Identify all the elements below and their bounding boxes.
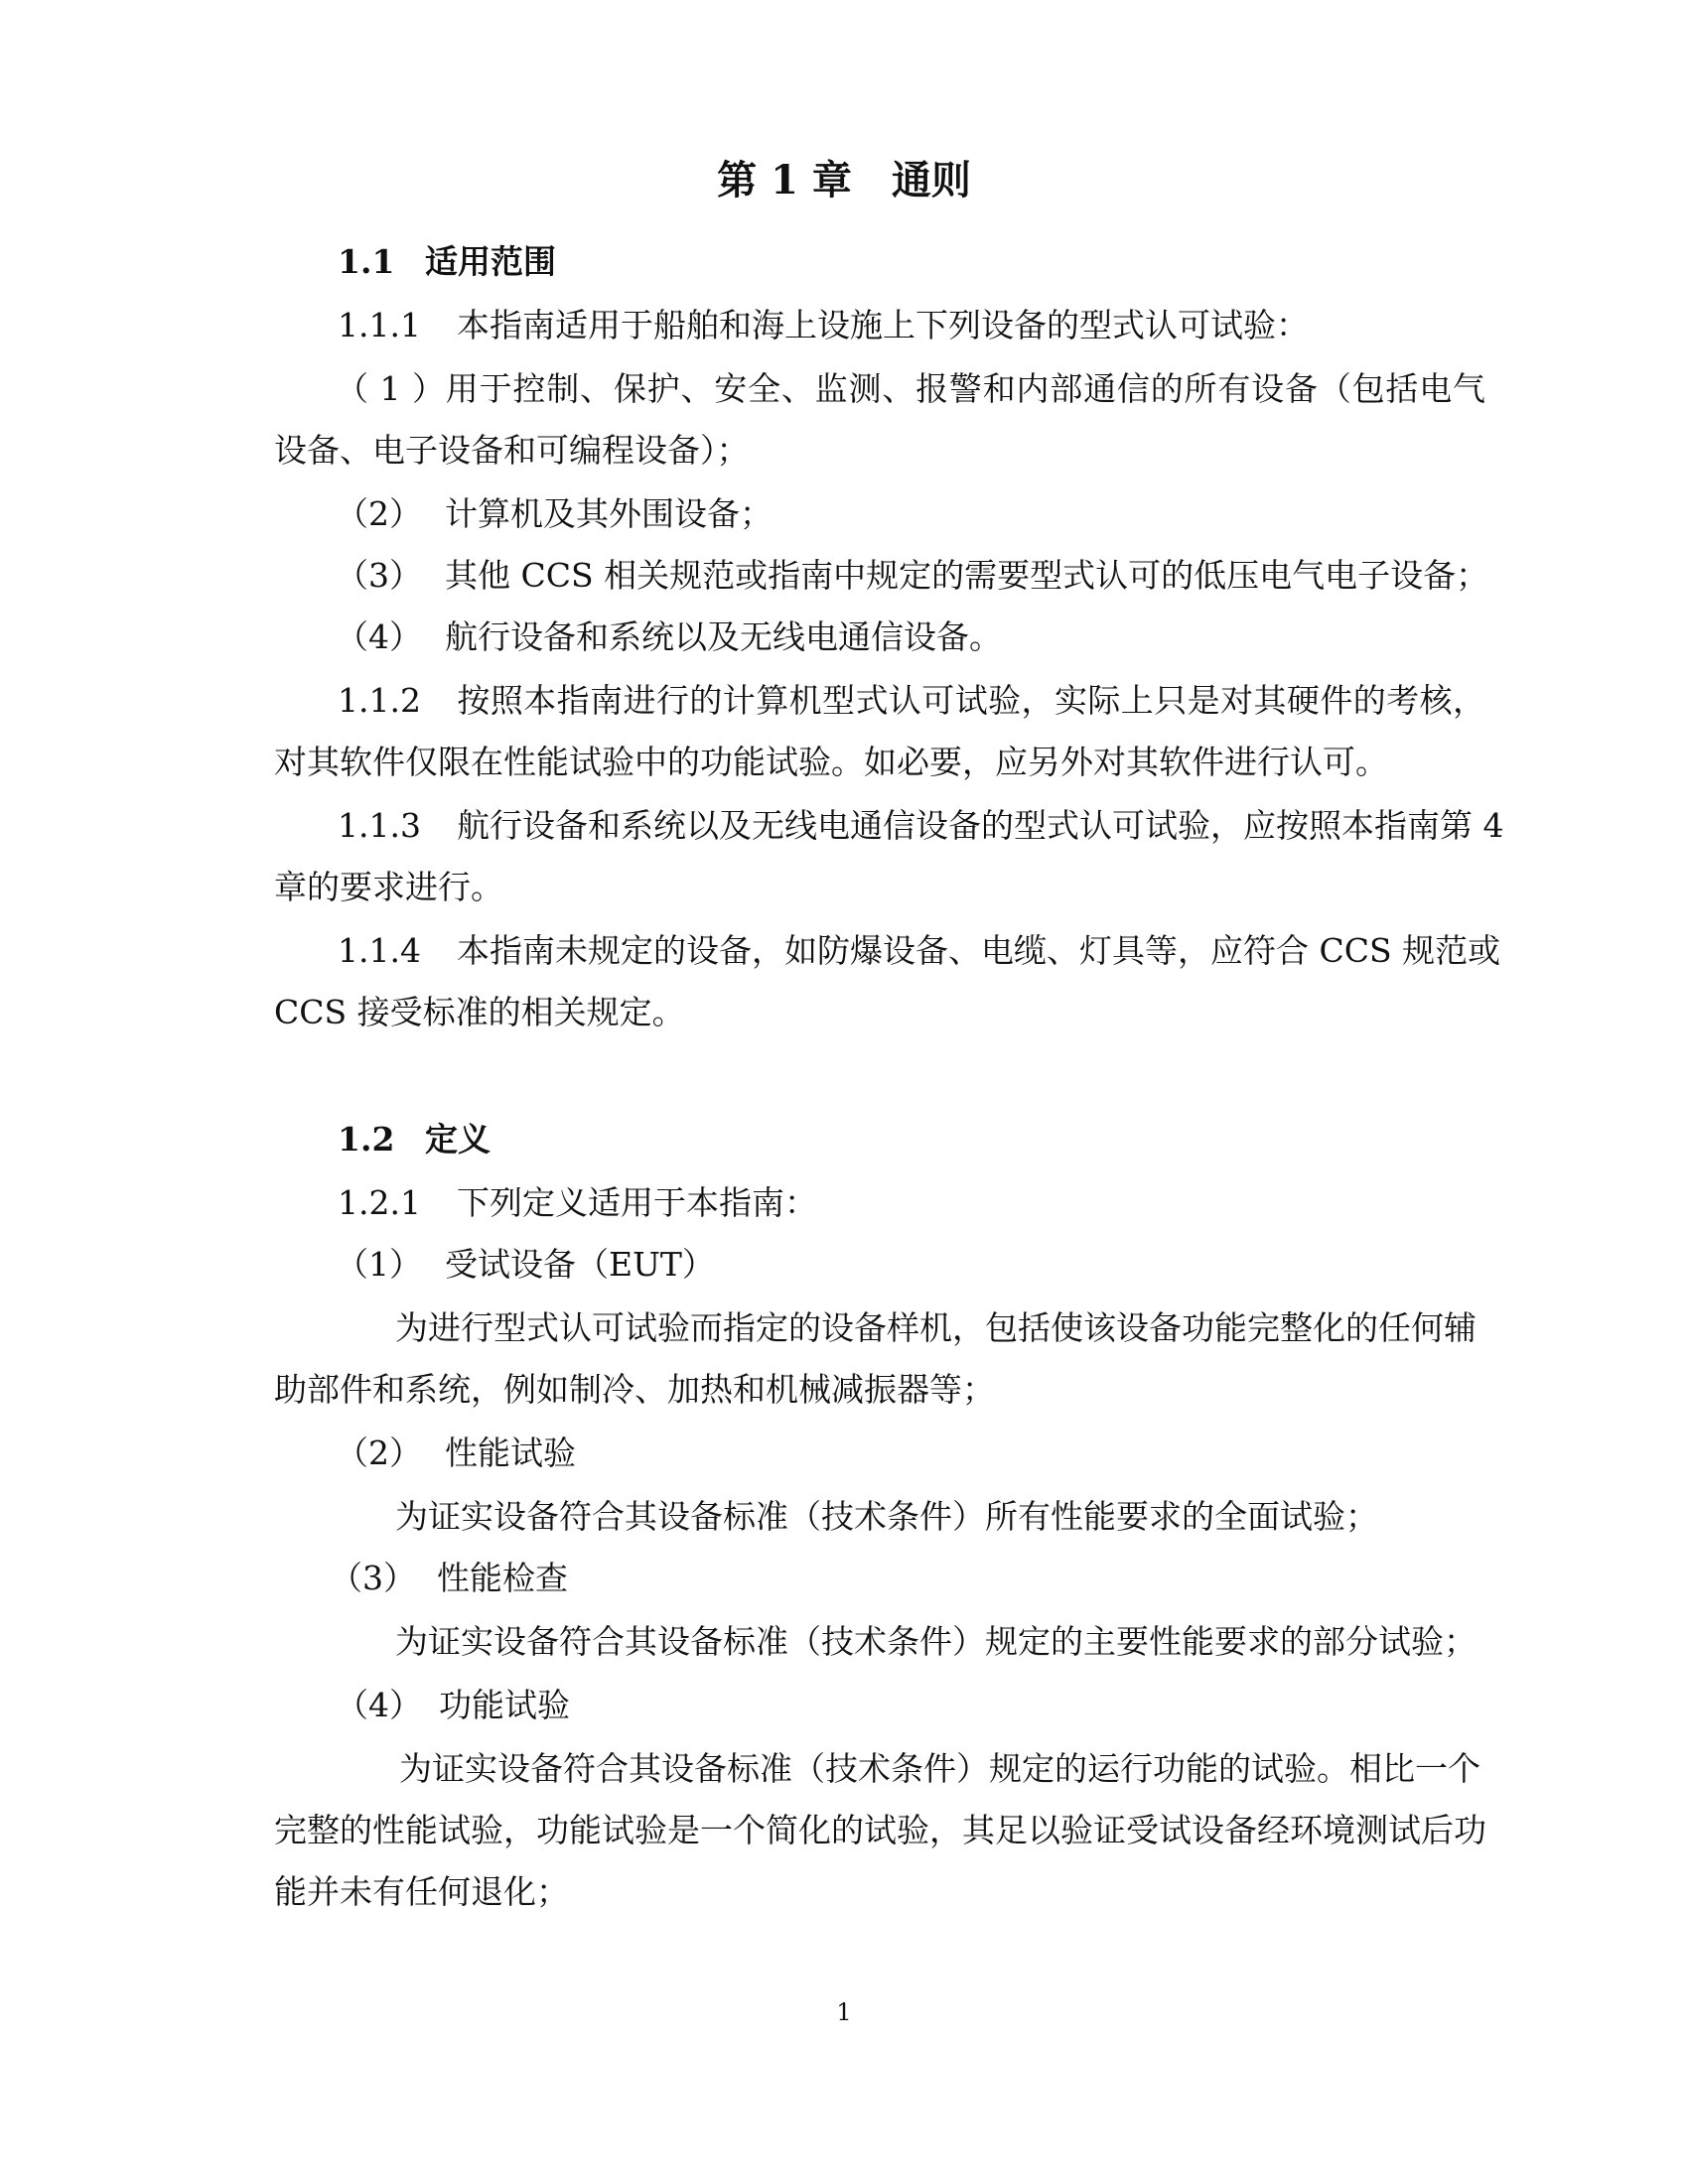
clause-1-2-1: 1.2.1 下列定义适用于本指南： xyxy=(338,1183,817,1222)
item-1-line-2: 设备、电子设备和可编程设备）； xyxy=(274,431,750,470)
definition-3-title: （3） 性能检查 xyxy=(330,1559,568,1597)
definition-4-title: （4） 功能试验 xyxy=(336,1686,570,1724)
chapter-heading xyxy=(0,155,1688,206)
clause-1-1-2-line-2: 对其软件仅限在性能试验中的功能试验。如必要，应另外对其软件进行认可。 xyxy=(274,743,1388,781)
item-4: （4） 航行设备和系统以及无线电通信设备。 xyxy=(336,617,1002,656)
chapter-number: 第 1 章 xyxy=(717,157,852,204)
clause-1-1-4-line-1: 1.1.4 本指南未规定的设备，如防爆设备、电缆、灯具等，应符合 CCS 规范或 xyxy=(338,931,1501,970)
definition-3-line-1: 为证实设备符合其设备标准（技术条件）规定的主要性能要求的部分试验； xyxy=(395,1622,1477,1661)
clause-1-1-2-line-1: 1.1.2 按照本指南进行的计算机型式认可试验，实际上只是对其硬件的考核， xyxy=(338,681,1485,720)
clause-1-1-1: 1.1.1 本指南适用于船舶和海上设施上下列设备的型式认可试验： xyxy=(338,306,1309,344)
item-3: （3） 其他 CCS 相关规范或指南中规定的需要型式认可的低压电气电子设备； xyxy=(336,556,1489,595)
definition-1-title: （1） 受试设备（EUT） xyxy=(336,1245,715,1284)
definition-4-line-1: 为证实设备符合其设备标准（技术条件）规定的运行功能的试验。相比一个 xyxy=(399,1749,1480,1788)
definition-2-line-1: 为证实设备符合其设备标准（技术条件）所有性能要求的全面试验； xyxy=(395,1497,1378,1536)
definition-2-title: （2） 性能试验 xyxy=(336,1433,576,1472)
clause-1-1-3-line-2: 章的要求进行。 xyxy=(274,868,503,906)
item-1-line-1: （1）用于控制、保护、安全、监测、报警和内部通信的所有设备（包括电气 xyxy=(336,369,1485,408)
section-heading-1-1: 1.1 适用范围 xyxy=(338,242,556,281)
clause-1-1-3-line-1: 1.1.3 航行设备和系统以及无线电通信设备的型式认可试验，应按照本指南第 4 xyxy=(338,806,1504,845)
clause-1-1-4-line-2: CCS 接受标准的相关规定。 xyxy=(274,993,685,1031)
definition-1-line-2: 助部件和系统，例如制冷、加热和机械减振器等； xyxy=(274,1370,995,1409)
chapter-title: 通则 xyxy=(891,157,971,204)
page-number: 1 xyxy=(836,1998,852,2026)
definition-4-line-2: 完整的性能试验，功能试验是一个简化的试验，其足以验证受试设备经环境测试后功 xyxy=(274,1811,1486,1849)
item-2: （2） 计算机及其外围设备； xyxy=(336,494,773,533)
definition-1-line-1: 为进行型式认可试验而指定的设备样机，包括使该设备功能完整化的任何辅 xyxy=(395,1308,1477,1347)
section-heading-1-2: 1.2 定义 xyxy=(338,1120,491,1159)
definition-4-line-3: 能并未有任何退化； xyxy=(274,1872,569,1911)
